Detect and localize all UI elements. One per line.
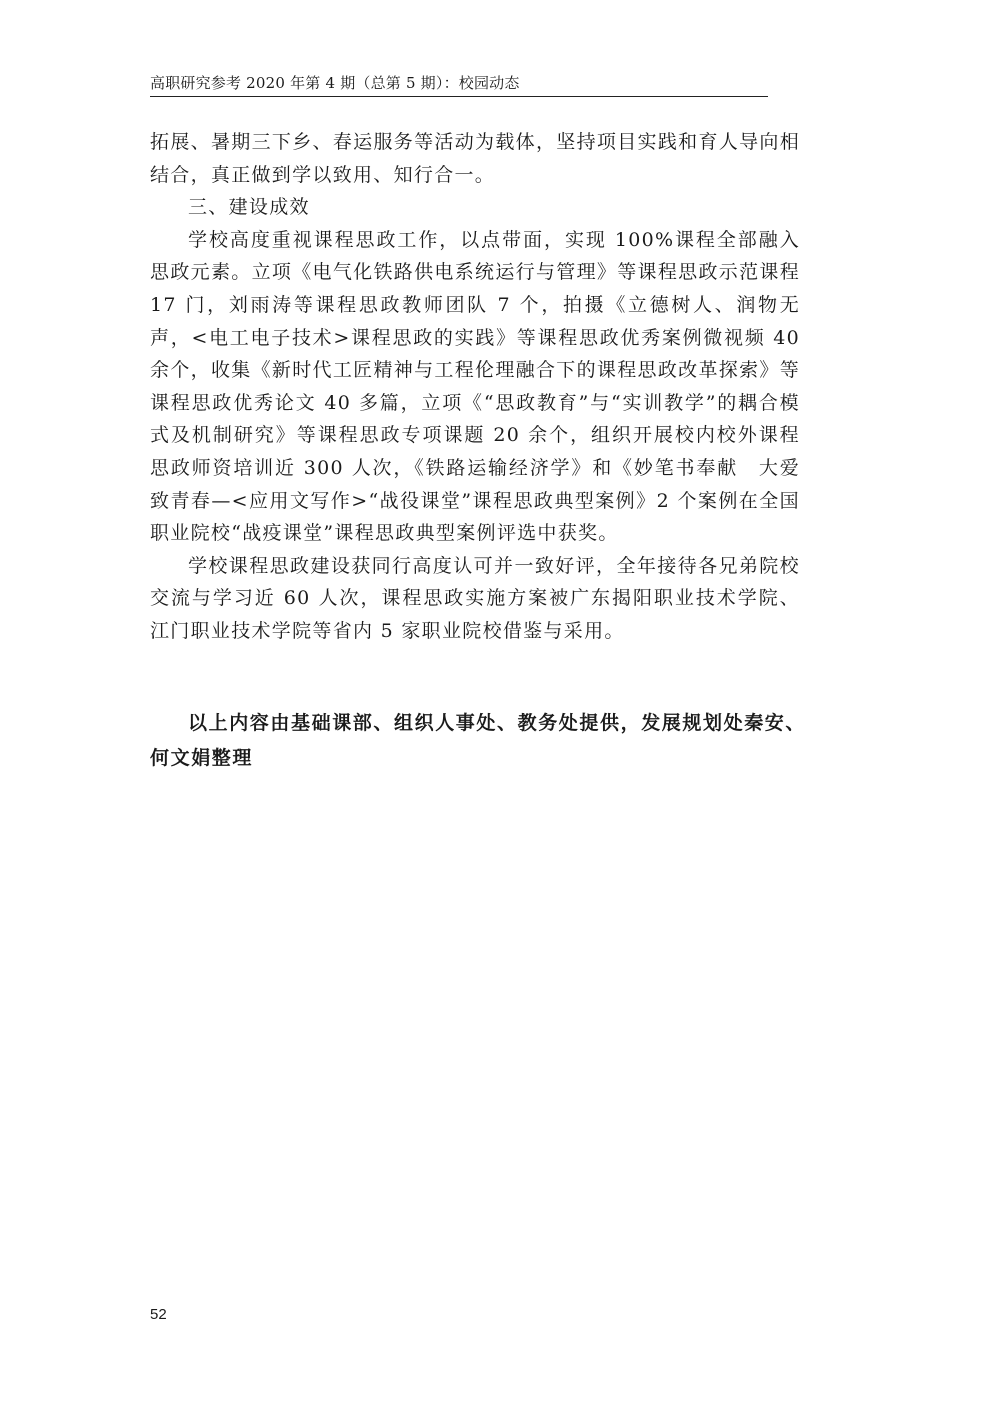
running-header: 高职研究参考 2020 年第 4 期（总第 5 期）：校园动态	[150, 74, 520, 92]
header-divider	[150, 96, 768, 97]
continued-paragraph: 拓展、暑期三下乡、春运服务等活动为载体，坚持项目实践和育人导向相结合，真正做到学以致用、知行合一。	[150, 131, 800, 186]
article-body	[150, 126, 800, 648]
content-credit: 以上内容由基础课部、组织人事处、教务处提供，发展规划处秦安、何文娟整理	[150, 712, 807, 769]
results-paragraph: 学校高度重视课程思政工作，以点带面，实现 100%课程全部融入思政元素。立项《电气化铁路供电系统运行与管理》等课程思政示范课程 17 门，刘雨涛等课程思政教师团队 7 个，拍摄《立德树人、润物无声，<电工电子技术>课程思政的实践》等课程思政优秀案例微视频 40 余个，收集《新时代工匠精神与工程伦理融合下的课程思政改革探索》等课程思政优秀论文 40 多篇，立项《“思政教育”与“实训教学”的耦合模式及机制研究》等课程思政专项课题 20 余个，组织开展校内校外课程思政师资培训近 300 人次，《铁路运输经济学》和《妙笔书奉献 大爱致青春—<应用文写作>“战役课堂”课程思政典型案例》2 个案例在全国职业院校“战疫课堂”课程思政典型案例评选中获奖。	[150, 228, 800, 545]
recognition-paragraph: 学校课程思政建设获同行高度认可并一致好评，全年接待各兄弟院校交流与学习近 60 人次，课程思政实施方案被广东揭阳职业技术学院、江门职业技术学院等省内 5 家职业院校借鉴与采用。	[150, 554, 800, 642]
section-heading: 三、建设成效	[188, 196, 310, 219]
page-number: 52	[150, 1306, 167, 1323]
